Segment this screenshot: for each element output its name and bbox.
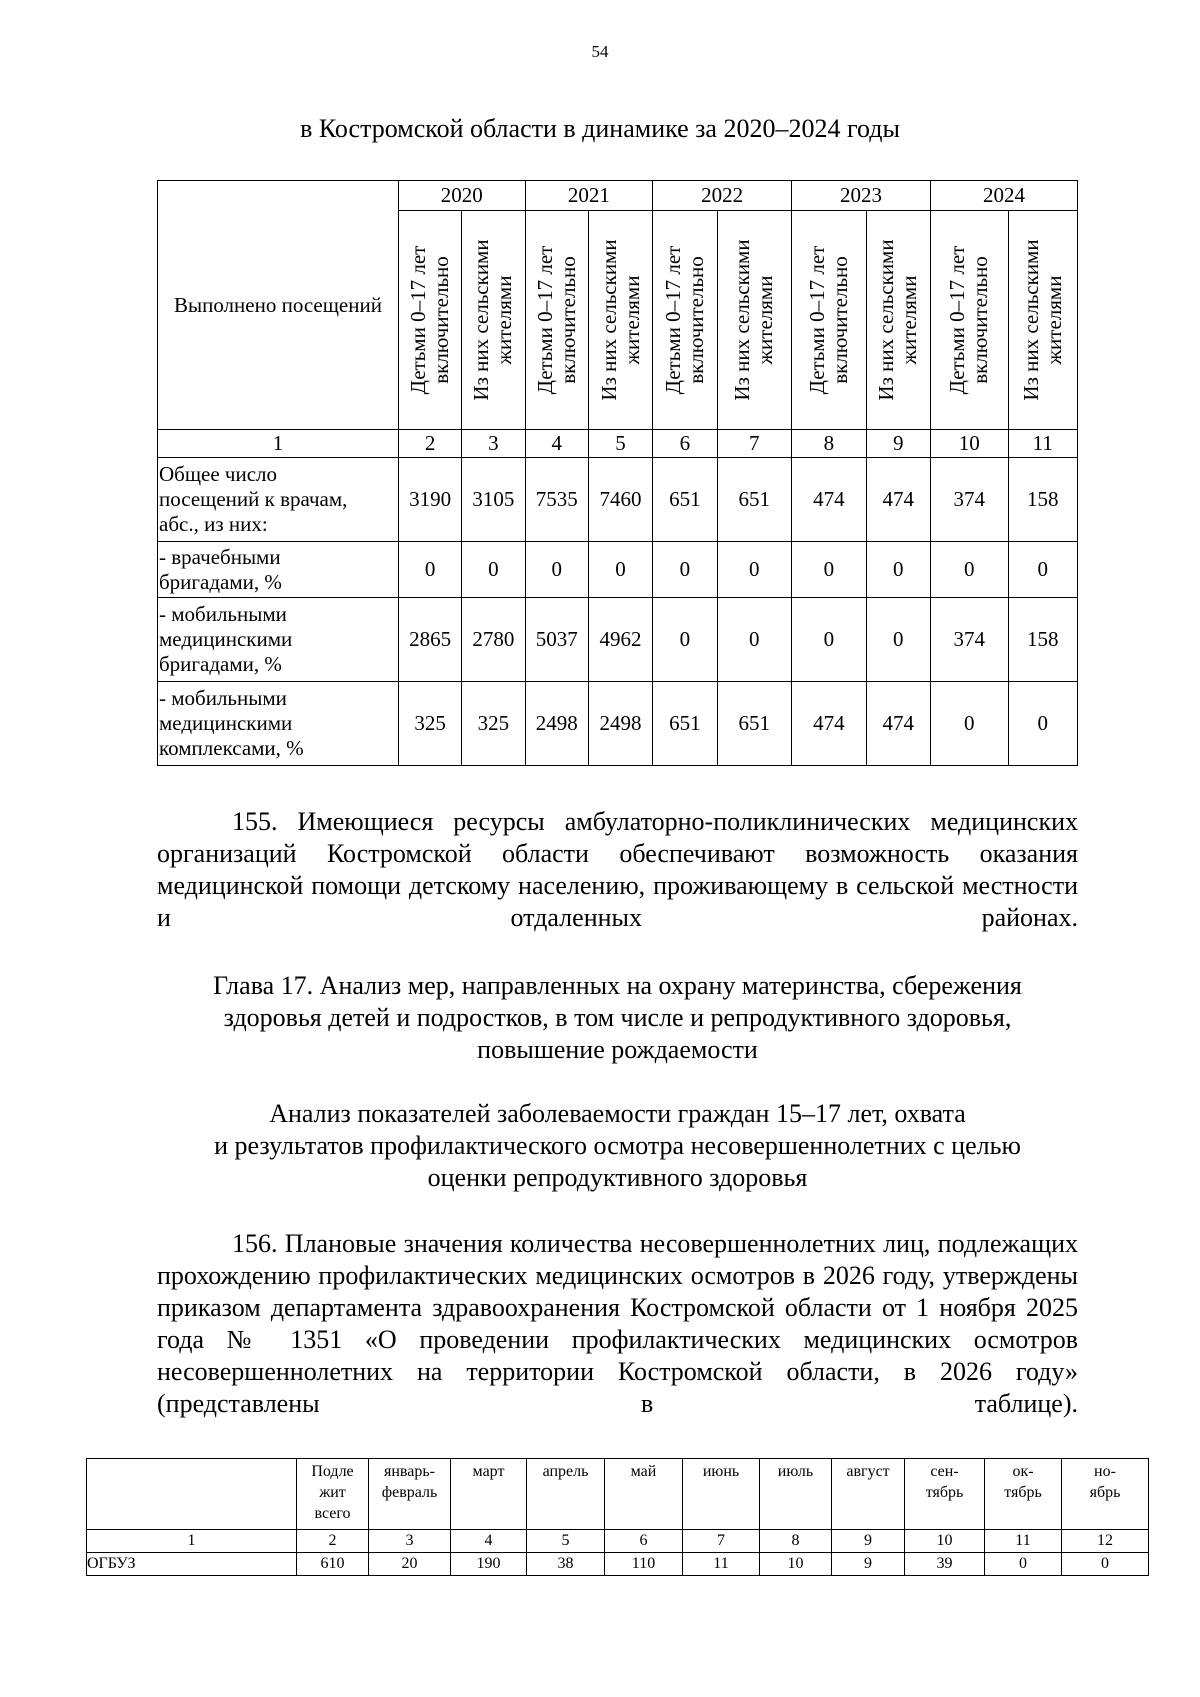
table-cell: 474	[866, 682, 930, 766]
paragraph-text: 156. Плановые значения количества несовершеннолетних лиц, подлежащих прохождению профилактических медицинских осмотров в 2026 году, утверждены приказом департамента здравоохранения Костромской области от 1 ноября 2025 года № 1351 «О проведении профилактических медицинских осмотров несовершеннолетних на территории Костромской области, в 2026 году» (представлены в таблице).	[157, 1229, 1078, 1418]
year-header: 2020	[398, 181, 525, 211]
column-number: 2	[297, 1530, 369, 1553]
table-cell: 0	[1008, 542, 1078, 598]
column-number: 11	[985, 1530, 1062, 1553]
year-header: 2023	[792, 181, 931, 211]
table-row	[158, 458, 1078, 542]
table-cell: 10	[760, 1553, 832, 1576]
table-cell: 39	[905, 1553, 985, 1576]
paragraph-text: 155. Имеющиеся ресурсы амбулаторно-поликлинических медицинских организаций Костромской области обеспечивают возможность оказания медицинской помощи детскому населению, проживающему в сельской местности и отдаленных районах.	[157, 807, 1078, 932]
sub-header: Детьми 0–17 лет включительно	[653, 211, 717, 430]
column-header: Подле жит всего	[297, 1459, 369, 1530]
table-cell: 474	[792, 682, 867, 766]
table-cell: 651	[717, 458, 792, 542]
year-header: 2022	[653, 181, 792, 211]
visits-table	[157, 180, 1078, 766]
table-cell: 3105	[462, 458, 525, 542]
column-number: 7	[717, 430, 792, 458]
sub-header: Из них сельскими жителями	[717, 211, 792, 430]
table-cell: 2780	[462, 598, 525, 682]
column-number: 6	[605, 1530, 683, 1553]
row-label: - врачебными бригадами, %	[158, 542, 399, 598]
page-number: 54	[591, 42, 609, 61]
column-number: 2	[398, 430, 461, 458]
section-heading: Анализ показателей заболеваемости граждан 15–17 лет, охвата и результатов профилактического осмотра несовершеннолетних с целью оценки репродуктивного здоровья	[214, 1099, 1021, 1192]
table-cell: 474	[866, 458, 930, 542]
table-cell: 0	[866, 542, 930, 598]
table-cell: 0	[653, 542, 717, 598]
paragraph-156	[157, 1228, 1078, 1452]
column-number: 10	[930, 430, 1008, 458]
row-label: - мобильными медицинскими комплексами, %	[158, 682, 399, 766]
row-label: - мобильными медицинскими бригадами, %	[158, 598, 399, 682]
table-cell: 0	[930, 542, 1008, 598]
year-header: 2024	[930, 181, 1077, 211]
sub-header: Детьми 0–17 лет включительно	[930, 211, 1008, 430]
column-header: сен- тябрь	[905, 1459, 985, 1530]
table-cell: 158	[1008, 458, 1078, 542]
column-header: август	[832, 1459, 905, 1530]
column-number: 9	[866, 430, 930, 458]
table-cell: 2865	[398, 598, 461, 682]
column-number: 3	[369, 1530, 451, 1553]
table-cell: 158	[1008, 598, 1078, 682]
column-number-row	[87, 1530, 1149, 1553]
table-cell: 0	[717, 598, 792, 682]
table-cell: 610	[297, 1553, 369, 1576]
table-cell: 7460	[588, 458, 652, 542]
column-number: 8	[792, 430, 867, 458]
column-header: но- ябрь	[1062, 1459, 1149, 1530]
column-number: 1	[87, 1530, 297, 1553]
table-cell: 0	[588, 542, 652, 598]
sub-header: Детьми 0–17 лет включительно	[792, 211, 867, 430]
table-cell: 474	[792, 458, 867, 542]
column-header: январь- февраль	[369, 1459, 451, 1530]
exam-plan-table	[86, 1458, 1149, 1576]
table-cell: 325	[398, 682, 461, 766]
table-cell: 110	[605, 1553, 683, 1576]
sub-header: Из них сельскими жителями	[588, 211, 652, 430]
column-number: 9	[832, 1530, 905, 1553]
sub-header: Из них сельскими жителями	[1008, 211, 1078, 430]
table-cell: 651	[653, 682, 717, 766]
column-number: 7	[683, 1530, 760, 1553]
table-cell: 0	[930, 682, 1008, 766]
column-number: 5	[588, 430, 652, 458]
row-label: Общее число посещений к врачам, абс., из них:	[158, 458, 399, 542]
table-row	[158, 682, 1078, 766]
column-number: 4	[451, 1530, 527, 1553]
table-cell: 0	[792, 598, 867, 682]
table-row	[158, 542, 1078, 598]
column-number: 10	[905, 1530, 985, 1553]
column-header	[87, 1459, 297, 1530]
table-cell: 190	[451, 1553, 527, 1576]
table-cell: 3190	[398, 458, 461, 542]
table-cell: 374	[930, 598, 1008, 682]
table-cell: 20	[369, 1553, 451, 1576]
table-cell: 374	[930, 458, 1008, 542]
table-row	[87, 1553, 1149, 1576]
table-cell: 0	[792, 542, 867, 598]
sub-header: Из них сельскими жителями	[866, 211, 930, 430]
column-number: 6	[653, 430, 717, 458]
table-cell: 0	[1062, 1553, 1149, 1576]
column-number: 11	[1008, 430, 1078, 458]
table-cell: 9	[832, 1553, 905, 1576]
chapter-heading: Глава 17. Анализ мер, направленных на охрану материнства, сбережения здоровья детей и подростков, в том числе и репродуктивного здоровья, повышение рождаемости	[213, 971, 1022, 1064]
table-cell: 0	[653, 598, 717, 682]
table-corner-header: Выполнено посещений	[158, 181, 399, 430]
column-header: июнь	[683, 1459, 760, 1530]
table-cell: 0	[462, 542, 525, 598]
table-cell: 0	[525, 542, 588, 598]
table-cell: 0	[985, 1553, 1062, 1576]
year-header: 2021	[525, 181, 653, 211]
paragraph-155	[157, 806, 1078, 966]
table-caption: в Костромской области в динамике за 2020–2024 годы	[300, 114, 900, 143]
table-row	[158, 598, 1078, 682]
column-header: ок- тябрь	[985, 1459, 1062, 1530]
table-cell: 7535	[525, 458, 588, 542]
table-cell: 4962	[588, 598, 652, 682]
table-cell: 651	[653, 458, 717, 542]
row-label: ОГБУЗ	[87, 1553, 297, 1576]
column-header: март	[451, 1459, 527, 1530]
column-number: 8	[760, 1530, 832, 1553]
table-cell: 0	[717, 542, 792, 598]
table-cell: 11	[683, 1553, 760, 1576]
column-number: 12	[1062, 1530, 1149, 1553]
table-cell: 38	[527, 1553, 605, 1576]
table-cell: 0	[398, 542, 461, 598]
table-cell: 651	[717, 682, 792, 766]
table-header-row	[87, 1459, 1149, 1530]
table-cell: 0	[1008, 682, 1078, 766]
column-number: 5	[527, 1530, 605, 1553]
column-header: апрель	[527, 1459, 605, 1530]
column-number-row	[158, 430, 1078, 458]
table-cell: 325	[462, 682, 525, 766]
sub-header: Детьми 0–17 лет включительно	[398, 211, 461, 430]
table-cell: 5037	[525, 598, 588, 682]
sub-header: Детьми 0–17 лет включительно	[525, 211, 588, 430]
column-number: 4	[525, 430, 588, 458]
column-header: май	[605, 1459, 683, 1530]
table-cell: 0	[866, 598, 930, 682]
column-header: июль	[760, 1459, 832, 1530]
table-cell: 2498	[588, 682, 652, 766]
column-number: 3	[462, 430, 525, 458]
sub-header: Из них сельскими жителями	[462, 211, 525, 430]
table-cell: 2498	[525, 682, 588, 766]
column-number: 1	[158, 430, 399, 458]
